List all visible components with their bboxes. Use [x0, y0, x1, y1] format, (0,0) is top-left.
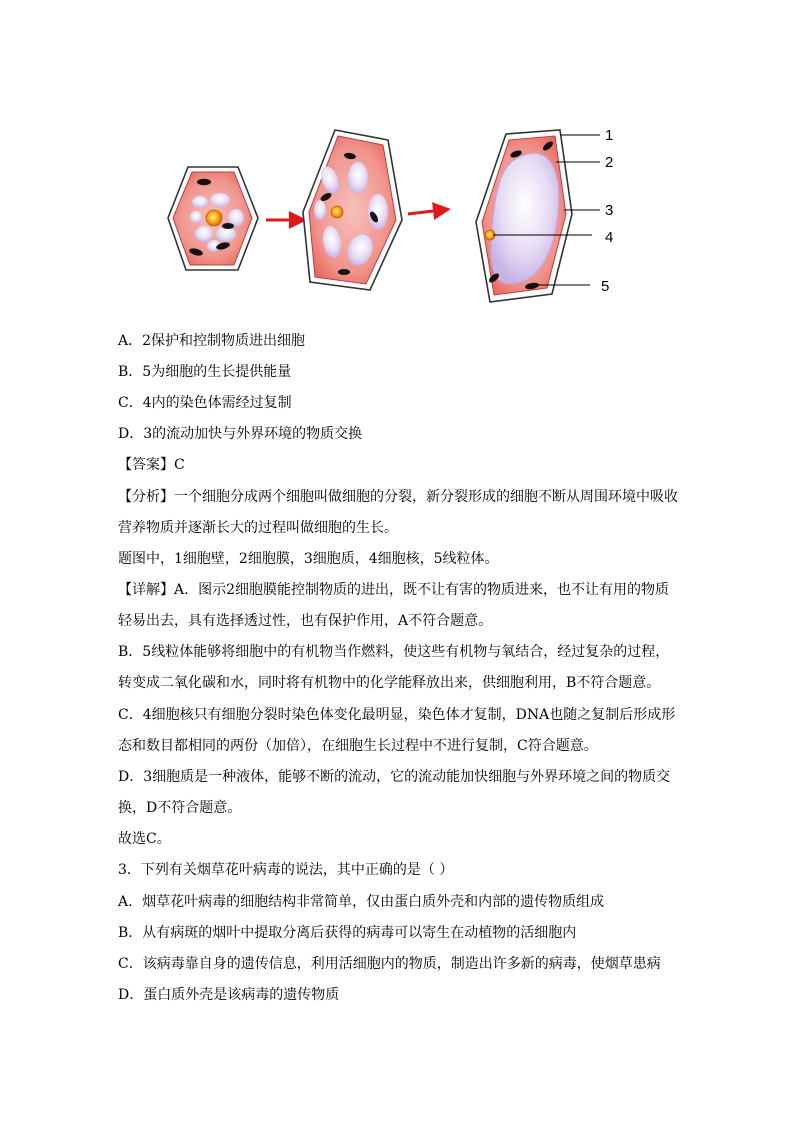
q3-option-a: A．烟草花叶病毒的细胞结构非常简单，仅由蛋白质外壳和内部的遗传物质组成: [118, 894, 605, 910]
q3-option-d: D．蛋白质外壳是该病毒的遗传物质: [118, 987, 340, 1003]
cell-growth-figure: [160, 122, 640, 312]
detail-line-2: 轻易出去，具有选择透过性，也有保护作用，A不符合题意。: [118, 613, 493, 629]
figure-label-1: 1: [605, 127, 614, 144]
analysis-line-1: 【分析】一个细胞分成两个细胞叫做细胞的分裂，新分裂形成的细胞不断从周围环境中吸收: [118, 489, 678, 505]
q3-option-b: B．从有病斑的烟叶中提取分离后获得的病毒可以寄生在动植物的活细胞内: [118, 925, 577, 941]
detail-line-4: 转变成二氧化碳和水，同时将有机物中的化学能释放出来，供细胞利用，B不符合题意。: [118, 675, 661, 691]
detail-line-8: 换，D不符合题意。: [118, 800, 242, 816]
detail-line-3: B．5线粒体能够将细胞中的有机物当作燃料，使这些有机物与氧结合，经过复杂的过程，: [118, 644, 670, 660]
q2-option-b: B．5为细胞的生长提供能量: [118, 364, 292, 380]
q3-option-c: C．该病毒靠自身的遗传信息，利用活细胞内的物质，制造出许多新的病毒，使烟草患病: [118, 956, 661, 972]
q2-option-d: D．3的流动加快与外界环境的物质交换: [118, 426, 363, 442]
q3-stem: 3．下列有关烟草花叶病毒的说法，其中正确的是（ ）: [118, 862, 454, 878]
answer-line: 【答案】C: [118, 457, 185, 473]
figure-label-2: 2: [605, 154, 614, 171]
figure-label-4: 4: [605, 229, 614, 246]
figure-label-3: 3: [605, 202, 614, 219]
growth-arrow-2: [408, 210, 442, 214]
q2-option-a: A．2保护和控制物质进出细胞: [118, 333, 306, 349]
cell-growing: [303, 130, 402, 290]
cell-mature: [476, 127, 613, 302]
detail-line-5: C．4细胞核只有细胞分裂时染色体变化最明显，染色体才复制，DNA也随之复制后形成形: [118, 707, 676, 723]
detail-line-9: 故选C。: [118, 831, 171, 847]
figure-label-5: 5: [601, 278, 610, 295]
analysis-line-3: 题图中，1细胞壁，2细胞膜，3细胞质，4细胞核，5线粒体。: [118, 551, 499, 567]
detail-line-1: 【详解】A．图示2细胞膜能控制物质的进出，既不让有害的物质进来，也不让有用的物质: [118, 582, 670, 598]
cell-growth-diagram: [160, 122, 640, 312]
detail-line-6: 态和数目都相同的两份（加倍），在细胞生长过程中不进行复制，C符合题意。: [118, 738, 598, 754]
analysis-line-2: 营养物质并逐渐长大的过程叫做细胞的生长。: [118, 520, 398, 536]
cell-young: [168, 167, 258, 270]
q2-option-c: C．4内的染色体需经过复制: [118, 395, 292, 411]
detail-line-7: D．3细胞质是一种液体，能够不断的流动，它的流动能加快细胞与外界环境之间的物质交: [118, 769, 671, 785]
